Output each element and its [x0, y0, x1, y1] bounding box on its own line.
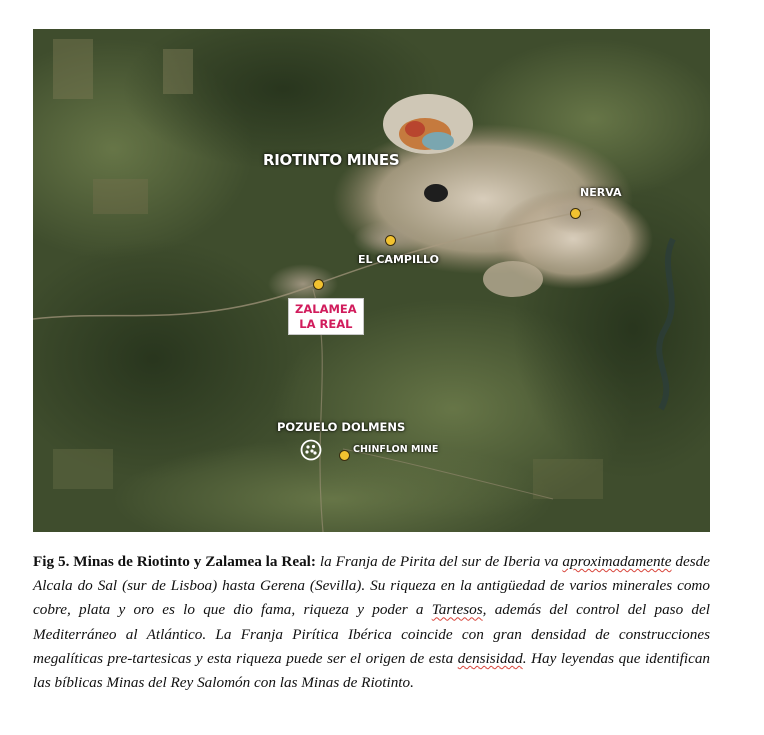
caption-word-densisidad: densisidad [457, 649, 523, 667]
caption-word-tartesos: Tartesos [431, 601, 483, 619]
label-pozuelo-dolmens: POZUELO DOLMENS [277, 420, 406, 434]
label-chinflon-mine: CHINFLON MINE [353, 444, 439, 455]
caption-text-1: la Franja de Pirita del sur de Iberia va [315, 553, 563, 570]
label-riotinto-mines: RIOTINTO MINES [263, 151, 400, 169]
caption-title: Fig 5. Minas de Riotinto y Zalamea la Real: [33, 553, 316, 570]
satellite-terrain [33, 29, 710, 532]
zalamea-line-1: ZALAMEA [295, 302, 357, 316]
el-campillo-marker-icon [385, 235, 396, 246]
satellite-map [33, 29, 710, 532]
nerva-marker-icon [570, 208, 581, 219]
label-el-campillo: EL CAMPILLO [358, 253, 440, 266]
caption-text-2: desde Alcala do Sal (sur de Lisboa) hasta Gerena (Sevilla). Su riqueza en la antigüedad de varios minerales como cobre, plata y oro es lo que dio fama, riqueza y poder a [33, 553, 710, 619]
label-nerva: NERVA [580, 186, 622, 199]
caption-text-4: . Hay leyendas que identifican las bíblicas Minas del Rey Salomón con las Minas de Riotinto. [33, 649, 711, 692]
dolmen-circle-icon [300, 439, 322, 461]
figure-caption [33, 550, 710, 695]
chinflon-marker-icon [339, 450, 350, 461]
zalamea-marker-icon [313, 279, 324, 290]
label-zalamea-la-real [288, 298, 364, 335]
caption-word-aproximadamente: aproximadamente [562, 553, 672, 570]
caption-text-3: , además del control del paso del Mediterráneo al Atlántico. La Franja Pirítica Ibérica coincide con gran densidad de construcciones megalíticas pre-tartesicas y esta riqueza puede ser el origen de esta [33, 601, 710, 667]
zalamea-line-2: LA REAL [299, 317, 353, 331]
